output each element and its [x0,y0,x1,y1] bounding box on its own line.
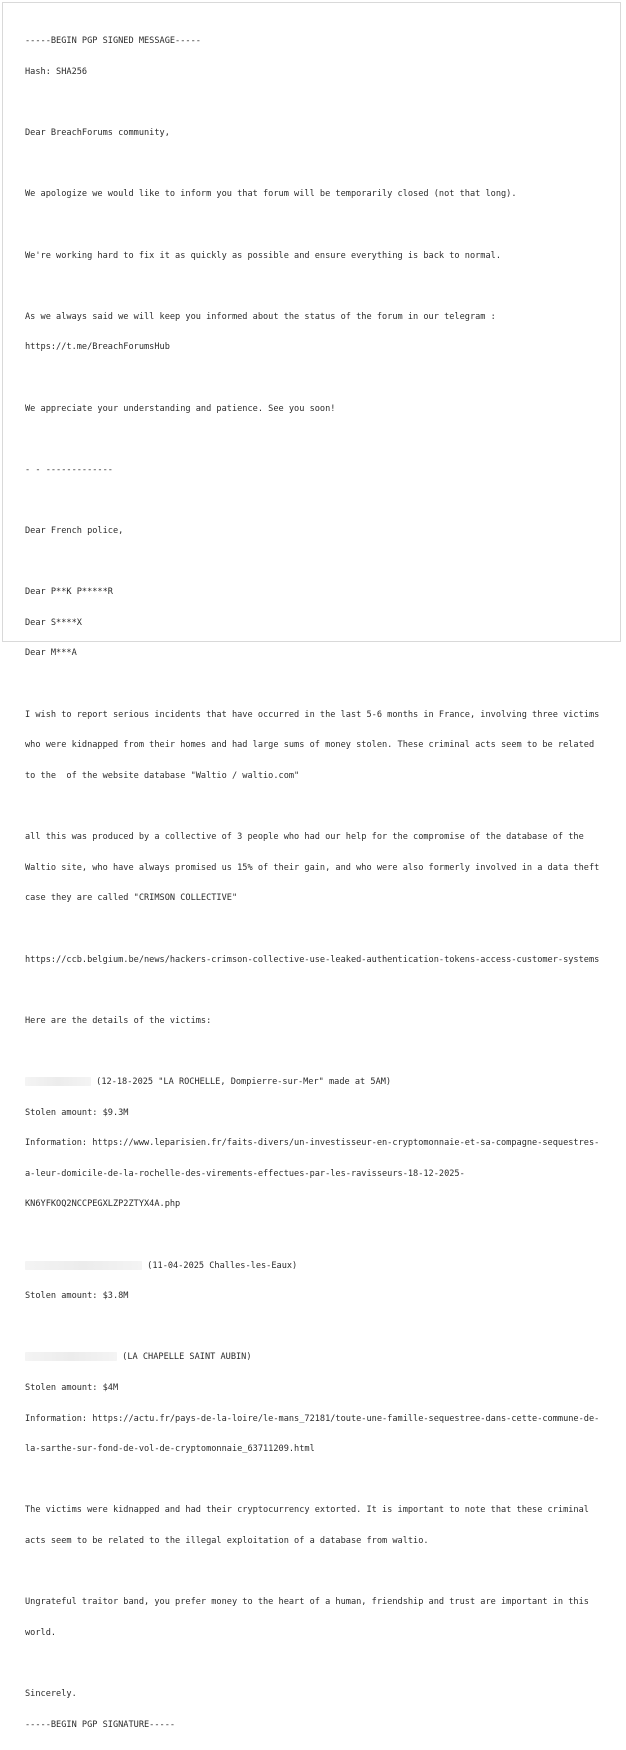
section-divider: - - ------------- [25,464,113,475]
message-frame [2,2,621,1730]
report-line-3: to the of the website database "Waltio / waltio.com" [25,770,300,781]
police-name-1: Dear P**K P*****R [25,587,113,598]
pgp-hash-line: Hash: SHA256 [25,67,88,78]
telegram-link: https://t.me/BreachForumsHub [25,342,170,353]
report-line-1: I wish to report serious incidents that have occurred in the last 5-6 months in France, involving three victims [25,709,600,720]
victim-3-info-1: Information: https://actu.fr/pays-de-la-loire/le-mans_72181/toute-une-famille-sequestree-dans-cette-commune-de- [25,1413,600,1424]
extorted-line-2: acts seem to be related to the illegal exploitation of a database from waltio. [25,1536,429,1547]
pgp-begin-line: -----BEGIN PGP SIGNED MESSAGE----- [25,36,201,47]
victim-1-info-2: a-leur-domicile-de-la-rochelle-des-virements-effectues-par-les-ravisseurs-18-12-2025- [25,1168,465,1179]
victim-1-info-3: KN6YFKOQ2NCCPEGXLZP2ZTYX4A.php [25,1199,181,1210]
police-name-2: Dear S****X [25,617,82,628]
victim-3-info-2: la-sarthe-sur-fond-de-vol-de-cryptomonnaie_63711209.html [25,1444,315,1455]
redacted-name-1 [25,1077,91,1086]
police-name-3: Dear M***A [25,648,77,659]
redacted-name-3 [25,1352,117,1361]
traitor-line-2: world. [25,1627,57,1638]
victim-2-header [25,1261,621,1271]
victim-3-header [25,1352,621,1362]
collective-line-1: all this was produced by a collective of 3 people who had our help for the compromise of the database of the [25,832,584,843]
police-greeting: Dear French police, [25,526,124,537]
appreciate-line: We appreciate your understanding and patience. See you soon! [25,403,336,414]
traitor-line-1: Ungrateful traitor band, you prefer money to the heart of a human, friendship and trust are important in this [25,1597,589,1608]
victim-1-header [25,1077,621,1087]
pgp-message-body [25,16,621,1750]
redacted-name-2 [25,1261,142,1270]
extorted-line-1: The victims were kidnapped and had their cryptocurrency extorted. It is important to note that these criminal [25,1505,589,1516]
apology-line: We apologize we would like to inform you that forum will be temporarily closed (not that long). [25,189,517,200]
victim-2-header-text: (11-04-2025 Challes-les-Eaux) [142,1260,298,1271]
victim-3-stolen: Stolen amount: $4M [25,1382,119,1393]
working-line: We're working hard to fix it as quickly as possible and ensure everything is back to normal. [25,250,501,261]
victim-3-header-text: (LA CHAPELLE SAINT AUBIN) [117,1352,252,1363]
community-greeting: Dear BreachForums community, [25,128,170,139]
collective-line-3: case they are called "CRIMSON COLLECTIVE" [25,893,238,904]
victim-2-stolen: Stolen amount: $3.8M [25,1291,129,1302]
telegram-line: As we always said we will keep you informed about the status of the forum in our telegram : [25,311,496,322]
sincerely-line: Sincerely. [25,1689,77,1700]
victim-1-header-text: (12-18-2025 "LA ROCHELLE, Dompierre-sur-Mer" made at 5AM) [91,1076,392,1087]
ccb-link: https://ccb.belgium.be/news/hackers-crimson-collective-use-leaked-authentication-tokens-access-customer-systems [25,954,600,965]
report-line-2: who were kidnapped from their homes and had large sums of money stolen. These criminal acts seem to be related [25,740,595,751]
pgp-signature-begin: -----BEGIN PGP SIGNATURE----- [25,1719,176,1730]
victim-1-stolen: Stolen amount: $9.3M [25,1107,129,1118]
collective-line-2: Waltio site, who have always promised us 15% of their gain, and who were also formerly involved in a data theft [25,862,600,873]
victim-1-info-1: Information: https://www.leparisien.fr/faits-divers/un-investisseur-en-cryptomonnaie-et-sa-compagne-sequestres- [25,1138,600,1149]
victims-intro: Here are the details of the victims: [25,1015,212,1026]
